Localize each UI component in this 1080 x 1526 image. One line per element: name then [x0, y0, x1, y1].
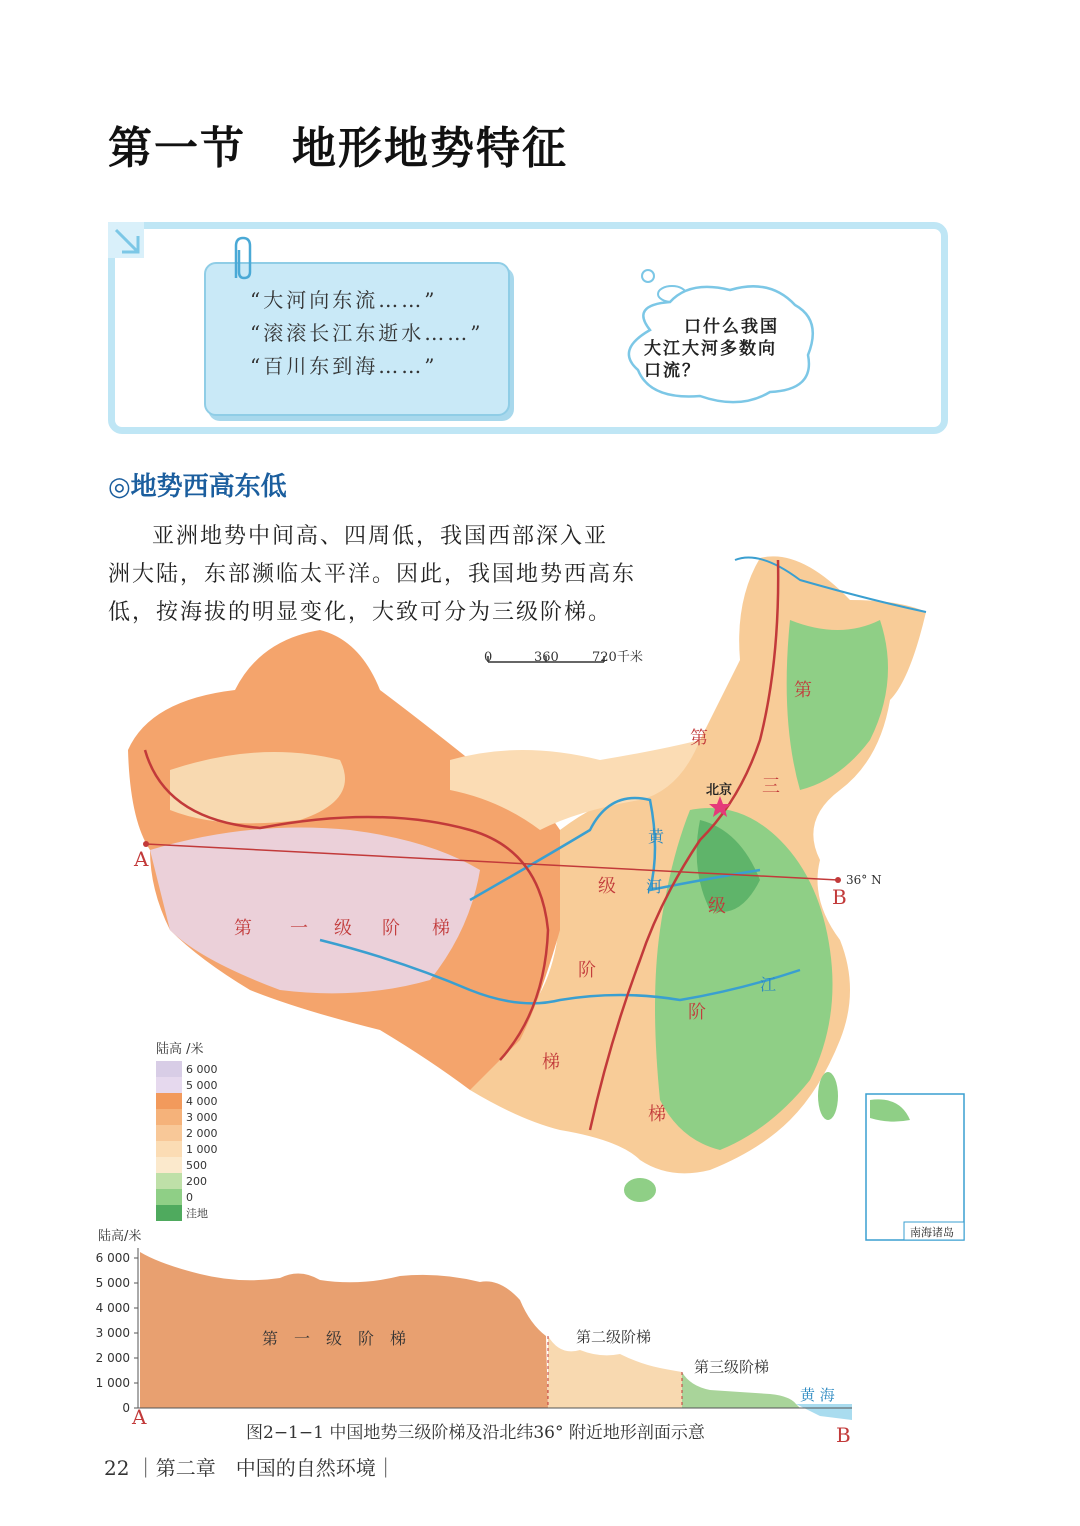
legend-swatch — [156, 1189, 182, 1205]
profile-step3-label: 第三级阶梯 — [694, 1358, 770, 1376]
step3-char: 三 — [762, 776, 780, 797]
legend-row — [156, 1077, 218, 1093]
profile-b-label: B — [836, 1423, 851, 1447]
legend-row — [156, 1173, 207, 1189]
legend-label: 500 — [186, 1158, 207, 1172]
page-footer: 22 ｜第二章 中国的自然环境｜ — [104, 1456, 396, 1480]
step3-char: 阶 — [688, 1002, 706, 1023]
legend-label: 6 000 — [186, 1062, 218, 1076]
profile-tick-label: 3 000 — [95, 1326, 130, 1340]
profile-step2-area — [548, 1336, 682, 1408]
scale-bar — [484, 649, 643, 665]
scale-label: 720千米 — [592, 650, 643, 665]
quote-line: “大河向东流……” — [250, 288, 438, 312]
legend-label: 0 — [186, 1190, 193, 1204]
step1-char: 第 — [234, 918, 252, 939]
taiwan-island — [818, 1072, 838, 1120]
profile-tick-label: 4 000 — [95, 1301, 130, 1315]
paragraph-line: 低，按海拔的明显变化，大致可分为三级阶梯。 — [108, 600, 613, 625]
legend-swatch — [156, 1141, 182, 1157]
legend-label: 4 000 — [186, 1094, 218, 1108]
legend-row — [156, 1109, 218, 1125]
hainan-island — [624, 1178, 656, 1202]
changjiang-label: 江 — [760, 975, 777, 994]
northeast-plain — [787, 620, 888, 790]
legend-swatch — [156, 1205, 182, 1221]
step3-char: 第 — [794, 680, 812, 701]
legend-row — [156, 1125, 218, 1141]
legend-row — [156, 1157, 207, 1173]
paragraph-line: 洲大陆，东部濒临太平洋。因此，我国地势西高东 — [108, 562, 637, 587]
paragraph-line: 亚洲地势中间高、四周低，我国西部深入亚 — [152, 524, 609, 549]
profile-tick-label: 0 — [122, 1401, 130, 1415]
profile-tick-label: 1 000 — [95, 1376, 130, 1390]
bubble-line: 口什么我国 — [684, 317, 779, 337]
legend-label: 2 000 — [186, 1126, 218, 1140]
point-b-label: B — [832, 885, 847, 909]
bubble-line: 口流？ — [644, 361, 701, 381]
profile-ylabel: 陆高/米 — [98, 1229, 142, 1244]
step2-char: 阶 — [578, 960, 596, 981]
scale-label: 360 — [534, 650, 559, 665]
elevation-legend — [156, 1038, 236, 1228]
legend-label: 3 000 — [186, 1110, 218, 1124]
step3-char: 级 — [708, 896, 726, 917]
huanghe-label: 黄 — [648, 827, 665, 846]
legend-swatch — [156, 1109, 182, 1125]
step3-char: 梯 — [648, 1104, 666, 1125]
point-a-label: A — [134, 847, 149, 871]
legend-label: 洼地 — [186, 1207, 208, 1220]
legend-swatch — [156, 1093, 182, 1109]
legend-label: 1 000 — [186, 1142, 218, 1156]
profile-a-label: A — [132, 1405, 147, 1429]
profile-tick-label: 2 000 — [95, 1351, 130, 1365]
latitude-label: 36° N — [846, 873, 882, 887]
profile-step1-label: 第 一 级 阶 梯 — [262, 1329, 407, 1348]
section-heading: ◎地势西高东低 — [108, 472, 287, 502]
step2-char: 第 — [690, 728, 708, 749]
scale-label: 0 — [484, 650, 493, 665]
legend-row — [156, 1061, 218, 1077]
step1-char: 梯 — [432, 918, 450, 939]
profile-sea — [796, 1404, 852, 1420]
profile-tick-label: 5 000 — [95, 1276, 130, 1290]
beijing-label: 北京 — [706, 783, 733, 798]
step2-char: 级 — [598, 876, 616, 897]
legend-title: 陆高 /米 — [156, 1042, 204, 1057]
legend-label: 5 000 — [186, 1078, 218, 1092]
profile-step2-label: 第二级阶梯 — [576, 1328, 652, 1346]
legend-row — [156, 1093, 218, 1109]
legend-row — [156, 1205, 208, 1221]
profile-sea-label: 黄 海 — [800, 1386, 835, 1404]
legend-swatch — [156, 1173, 182, 1189]
legend-row — [156, 1141, 218, 1157]
quote-line: “百川东到海……” — [250, 354, 438, 378]
inset-label: 南海诸岛 — [910, 1226, 954, 1239]
figure-caption: 图2−1−1 中国地势三级阶梯及沿北纬36° 附近地形剖面示意 — [246, 1423, 705, 1443]
step2-char: 梯 — [542, 1052, 560, 1073]
page-title: 第一节 地形地势特征 — [108, 123, 568, 174]
legend-swatch — [156, 1157, 182, 1173]
legend-swatch — [156, 1077, 182, 1093]
legend-label: 200 — [186, 1174, 207, 1188]
legend-swatch — [156, 1061, 182, 1077]
huanghe-label: 河 — [646, 877, 663, 896]
step1-char: 级 — [334, 918, 352, 939]
legend-swatch — [156, 1125, 182, 1141]
bubble-line: 大江大河多数向 — [644, 339, 777, 359]
step1-char: 一 — [290, 918, 308, 939]
profile-step3-area — [682, 1372, 800, 1408]
quote-line: “滚滚长江东逝水……” — [250, 321, 484, 345]
point-b-marker — [835, 877, 841, 883]
legend-row — [156, 1189, 193, 1205]
profile-tick-label: 6 000 — [95, 1251, 130, 1265]
step1-char: 阶 — [382, 918, 400, 939]
